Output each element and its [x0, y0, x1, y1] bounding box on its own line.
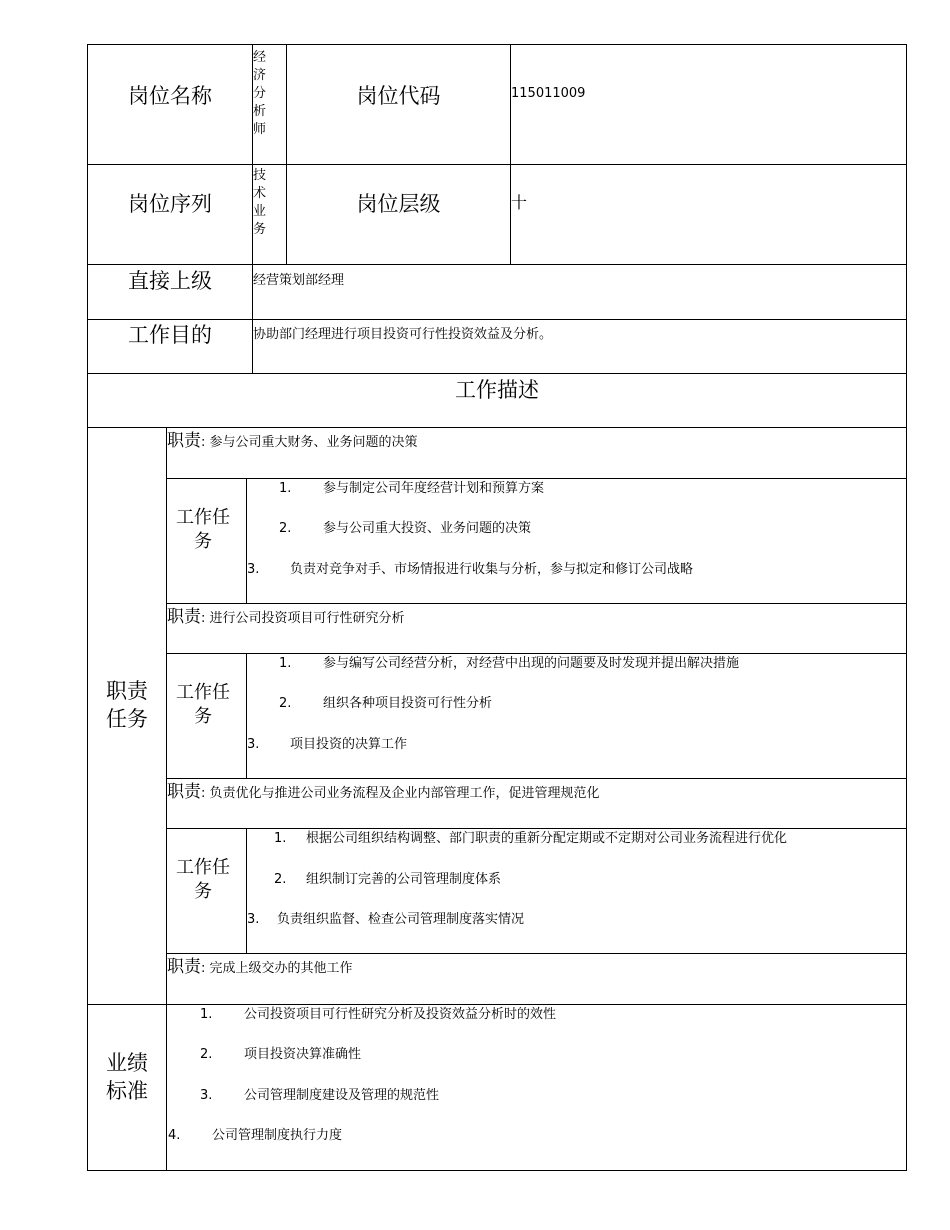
task-number: 2. [274, 872, 287, 887]
col-divider [246, 828, 247, 954]
col-divider [286, 44, 287, 265]
position-sequence-value: 技术业务 [253, 168, 267, 237]
work-description-title: 工作描述 [455, 378, 539, 402]
task-number: 1. [274, 831, 287, 846]
duty-row [167, 958, 353, 978]
duty-row [167, 783, 600, 803]
duty-text: : 进行公司投资项目可行性研究分析 [201, 611, 405, 626]
row-divider [87, 373, 907, 374]
duty-text: : 完成上级交办的其他工作 [201, 961, 353, 976]
task-text: 项目投资的决算工作 [290, 737, 408, 752]
duty-prefix: 职责 [167, 431, 201, 451]
row-divider [87, 164, 907, 165]
position-name-value: 经济分析师 [253, 50, 267, 137]
task-number: 1. [279, 481, 292, 496]
col-divider [246, 478, 247, 604]
col-divider [246, 653, 247, 779]
performance-number: 4. [168, 1128, 181, 1143]
duty-row [167, 432, 418, 452]
position-code-label: 岗位代码 [356, 84, 441, 108]
row-divider [166, 778, 907, 779]
superior-label: 直接上级 [128, 269, 212, 293]
task-text: 根据公司组织结构调整、部门职责的重新分配定期或不定期对公司业务流程进行优化 [306, 831, 788, 846]
performance-text: 公司管理制度执行力度 [212, 1128, 343, 1143]
superior-value: 经营策划部经理 [253, 273, 345, 288]
performance-text: 公司投资项目可行性研究分析及投资效益分析时的效性 [244, 1007, 557, 1022]
row-divider [166, 828, 907, 829]
duty-prefix: 职责 [167, 782, 201, 802]
purpose-label: 工作目的 [128, 323, 212, 347]
task-number: 3. [247, 562, 260, 577]
task-number: 2. [279, 521, 292, 536]
task-number: 1. [279, 656, 292, 671]
duty-prefix: 职责 [167, 957, 201, 977]
task-number: 3. [247, 912, 260, 927]
task-text: 负责组织监督、检查公司管理制度落实情况 [277, 912, 525, 927]
duty-text: : 参与公司重大财务、业务问题的决策 [201, 435, 418, 450]
performance-label: 业绩标准 [106, 1051, 148, 1103]
task-label: 工作任务 [176, 682, 230, 727]
row-divider [166, 603, 907, 604]
row-divider [87, 1004, 907, 1005]
duty-text: : 负责优化与推进公司业务流程及企业内部管理工作，促进管理规范化 [201, 786, 600, 801]
row-divider [166, 653, 907, 654]
row-divider [166, 953, 907, 954]
task-text: 参与编写公司经营分析，对经营中出现的问题要及时发现并提出解决措施 [323, 656, 740, 671]
position-level-value: 十 [511, 193, 528, 212]
performance-number: 3. [200, 1088, 213, 1103]
task-text: 参与制定公司年度经营计划和预算方案 [323, 481, 545, 496]
row-divider [166, 478, 907, 479]
duty-row [167, 608, 405, 628]
position-code-value: 115011009 [511, 86, 586, 101]
purpose-value: 协助部门经理进行项目投资可行性投资效益及分析。 [253, 327, 553, 342]
position-name-label: 岗位名称 [128, 84, 212, 108]
row-divider [87, 427, 907, 428]
performance-number: 2. [200, 1047, 213, 1062]
task-number: 2. [279, 696, 292, 711]
row-divider [87, 264, 907, 265]
row-divider [87, 319, 907, 320]
duty-prefix: 职责 [167, 607, 201, 627]
performance-text: 项目投资决算准确性 [244, 1047, 362, 1062]
task-text: 组织制订完善的公司管理制度体系 [306, 872, 502, 887]
task-label: 工作任务 [176, 857, 230, 902]
col-divider [510, 44, 511, 265]
task-text: 参与公司重大投资、业务问题的决策 [323, 521, 532, 536]
task-number: 3. [247, 737, 260, 752]
task-text: 组织各种项目投资可行性分析 [323, 696, 493, 711]
performance-number: 1. [200, 1007, 213, 1022]
responsibility-section-label: 职责任务 [106, 679, 148, 731]
performance-text: 公司管理制度建设及管理的规范性 [244, 1088, 440, 1103]
position-sequence-label: 岗位序列 [128, 192, 212, 216]
position-level-label: 岗位层级 [356, 192, 441, 216]
task-label: 工作任务 [176, 507, 230, 552]
task-text: 负责对竞争对手、市场情报进行收集与分析，参与拟定和修订公司战略 [290, 562, 694, 577]
